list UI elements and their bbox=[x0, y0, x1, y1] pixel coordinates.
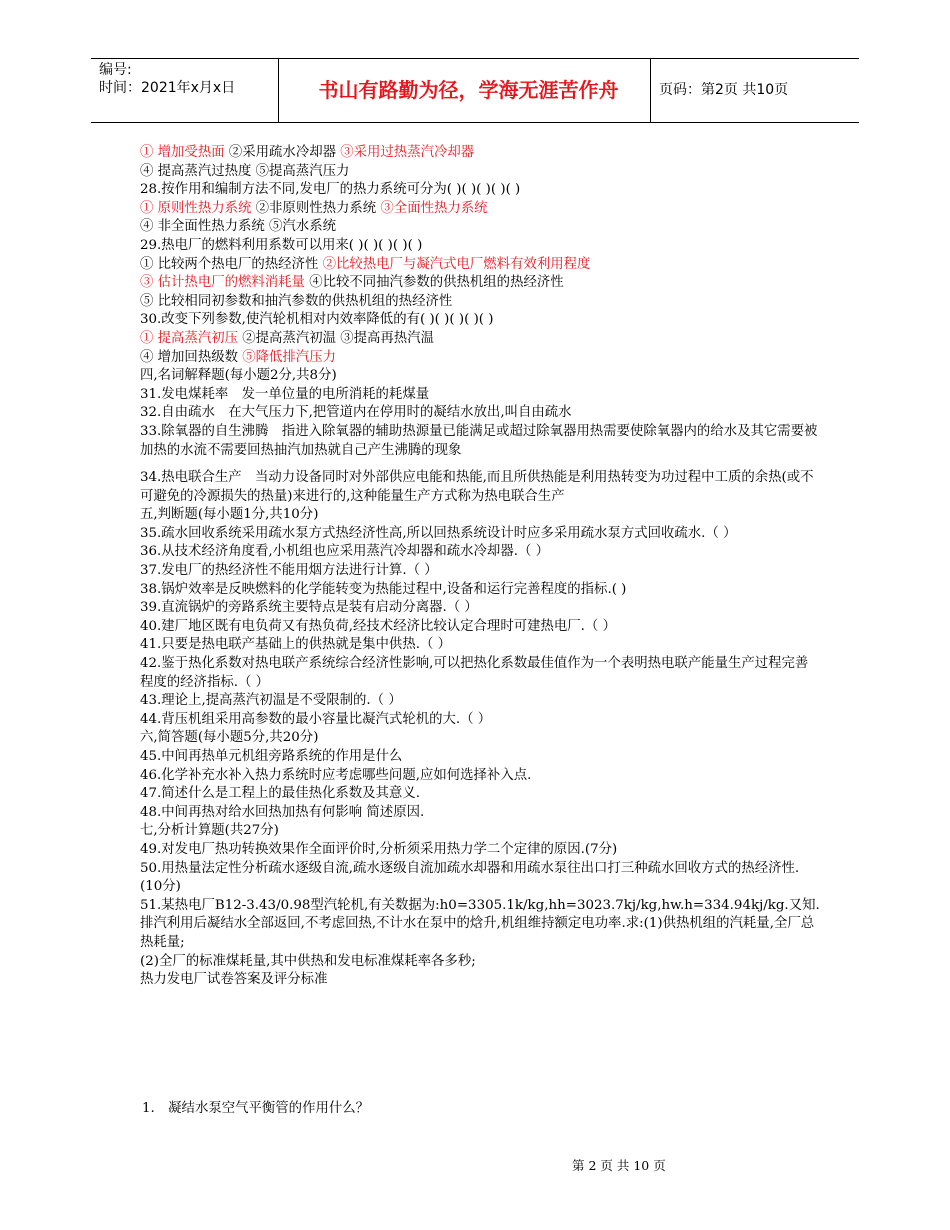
text-segment: 35.疏水回收系统采用疏水泵方式热经济性高,所以回热系统设计时应多采用疏水泵方式回收疏水.（ ） bbox=[140, 525, 737, 541]
text-segment: 30.改变下列参数,使汽轮机相对内效率降低的有( )( )( )( )( ) bbox=[140, 312, 494, 328]
paragraph-gap bbox=[140, 460, 820, 469]
text-line bbox=[140, 469, 820, 506]
text-segment: 六,简答题(每小题5分,共20分) bbox=[140, 730, 319, 746]
text-line bbox=[140, 163, 820, 182]
text-segment: 46.化学补充水补入热力系统时应考虑哪些问题,应如何选择补入点. bbox=[140, 767, 532, 783]
text-segment: ④比较不同抽汽参数的供热机组的热经济性 bbox=[304, 275, 564, 291]
text-segment: 34.热电联合生产 当动力设备同时对外部供应电能和热能,而且所供热能是利用热转变为功过程中工质的余热(或不可避免的冷源损失的热量)来进行的,这种能量生产方式称为热电联合生产 bbox=[140, 470, 814, 504]
answer-highlight: ③ 估计热电厂的燃料消耗量 bbox=[140, 275, 305, 291]
text-line bbox=[140, 237, 820, 256]
text-line bbox=[140, 953, 820, 972]
text-segment: ②提高蒸汽初温 ③提高再热汽温 bbox=[238, 330, 434, 346]
text-segment: 44.背压机组采用高参数的最小容量比凝汽式轮机的大.（ ） bbox=[140, 711, 492, 727]
text-segment: ②非原则性热力系统 bbox=[251, 200, 381, 216]
text-line bbox=[140, 841, 820, 860]
text-line bbox=[140, 748, 820, 767]
text-line bbox=[140, 386, 820, 405]
text-segment: 39.直流锅炉的旁路系统主要特点是装有启动分离器.（ ） bbox=[140, 600, 478, 616]
text-segment: 33.除氧器的自生沸腾 指进入除氧器的辅助热源量已能满足或超过除氧器用热需要使除氧器内的给水及其它需要被加热的水流不需要回热抽汽加热就自己产生沸腾的现象 bbox=[140, 423, 818, 458]
text-segment: 31.发电煤耗率 发一单位量的电所消耗的耗煤量 bbox=[140, 386, 430, 402]
text-segment: 42.鉴于热化系数对热电联产系统综合经济性影响,可以把热化系数最佳值作为一个表明热电联产能量生产过程完善程度的经济指标.（ ） bbox=[140, 656, 809, 690]
text-line bbox=[140, 804, 820, 823]
text-segment: 29.热电厂的燃料利用系数可以用来( )( )( )( )( ) bbox=[140, 237, 423, 253]
text-segment: 28.按作用和编制方法不同,发电厂的热力系统可分为( )( )( )( )( ) bbox=[140, 182, 521, 198]
text-segment: 七,分析计算题(共27分) bbox=[140, 823, 279, 839]
answer-highlight: ③采用过热蒸汽冷却器 bbox=[340, 145, 475, 160]
text-segment: 38.锅炉效率是反映燃料的化学能转变为热能过程中,设备和运行完善程度的指标.( ) bbox=[140, 581, 627, 597]
text-segment: 51.某热电厂B12-3.43/0.98型汽轮机,有关数据为:h0=3305.1k/kg,hh=3023.7kj/kg,hw.h=334.94kj/kg.又知.排汽利用后凝结水全部返回,不考虑回热,不计水在泵中的焓升,机组维持额定电功率.求:(1)供热机组的汽耗量,全厂总热耗量; bbox=[140, 897, 820, 950]
text-line bbox=[140, 256, 820, 275]
page-footer: 第 2 页 共 10 页 bbox=[572, 1158, 666, 1173]
text-line bbox=[140, 293, 820, 312]
text-line bbox=[140, 729, 820, 748]
text-segment: 五,判断题(每小题1分,共10分) bbox=[140, 507, 319, 523]
text-line bbox=[140, 822, 820, 841]
text-line bbox=[140, 543, 820, 562]
text-line bbox=[140, 349, 820, 368]
text-line bbox=[140, 367, 820, 386]
text-segment: 41.只要是热电联产基础上的供热就是集中供热.（ ） bbox=[140, 637, 452, 653]
question-1: 1. 凝结水泵空气平衡管的作用什么？ bbox=[142, 1101, 370, 1116]
page-header bbox=[91, 58, 859, 123]
text-line bbox=[140, 330, 820, 349]
text-segment: 37.发电厂的热经济性不能用烟方法进行计算.（ ） bbox=[140, 563, 438, 579]
text-segment: 40.建厂地区既有电负荷又有热负荷,经技术经济比较认定合理时可建热电厂.（ ） bbox=[140, 618, 616, 634]
answer-highlight: ③全面性热力系统 bbox=[380, 200, 488, 216]
text-segment: ④ 增加回热级数 bbox=[140, 349, 243, 365]
date-label: 时间：2021年x月x日 bbox=[99, 80, 236, 96]
text-line bbox=[140, 218, 820, 237]
text-segment: 49.对发电厂热功转换效果作全面评价时,分析须采用热力学二个定律的原因.(7分) bbox=[140, 841, 618, 857]
text-line bbox=[140, 311, 820, 330]
text-line bbox=[140, 274, 820, 293]
text-line bbox=[140, 692, 820, 711]
text-segment: 四,名词解释题(每小题2分,共8分) bbox=[140, 368, 337, 384]
answer-highlight: ① 提高蒸汽初压 bbox=[140, 330, 238, 346]
text-segment: ④ 非全面性热力系统 ⑤汽水系统 bbox=[140, 219, 336, 235]
text-segment: 热力发电厂试卷答案及评分标准 bbox=[140, 972, 328, 988]
text-line bbox=[140, 581, 820, 600]
text-line bbox=[140, 562, 820, 581]
text-segment: ⑤ 比较相同初参数和抽汽参数的供热机组的热经济性 bbox=[140, 293, 453, 309]
text-line bbox=[140, 506, 820, 525]
answer-highlight: ① 增加受热面 bbox=[140, 145, 225, 160]
text-line bbox=[140, 767, 820, 786]
text-segment: 48.中间再热对给水回热加热有何影响 简述原因. bbox=[140, 804, 425, 820]
text-line bbox=[140, 971, 820, 990]
answer-highlight: ②比较热电厂与凝汽式电厂燃料有效利用程度 bbox=[322, 256, 591, 272]
text-segment: ① 比较两个热电厂的热经济性 bbox=[140, 256, 323, 272]
text-line bbox=[140, 423, 820, 460]
header-meta bbox=[99, 61, 235, 97]
text-line bbox=[140, 785, 820, 804]
text-segment: 32.自由疏水 在大气压力下,把管道内在停用时的凝结水放出,叫自由疏水 bbox=[140, 405, 572, 421]
header-page-code: 页码：第2页 共10页 bbox=[659, 82, 789, 98]
text-segment: (2)全厂的标准煤耗量,其中供热和发电标准煤耗率各多秒; bbox=[140, 953, 476, 969]
text-line bbox=[140, 181, 820, 200]
text-line bbox=[140, 525, 820, 544]
document-body bbox=[140, 144, 820, 990]
text-segment: 43.理论上,提高蒸汽初温是不受限制的.（ ） bbox=[140, 693, 402, 709]
text-segment: 36.从技术经济角度看,小机组也应采用蒸汽冷却器和疏水冷却器.（ ） bbox=[140, 544, 550, 560]
text-segment: ②采用疏水冷却器 bbox=[224, 145, 341, 160]
text-line bbox=[140, 618, 820, 637]
text-line bbox=[140, 860, 820, 897]
header-divider bbox=[650, 59, 651, 122]
text-line bbox=[140, 897, 820, 953]
text-line bbox=[140, 404, 820, 423]
text-segment: 47.简述什么是工程上的最佳热化系数及其意义. bbox=[140, 786, 420, 802]
header-divider bbox=[278, 59, 279, 122]
text-line bbox=[140, 144, 820, 163]
text-line bbox=[140, 711, 820, 730]
text-line bbox=[140, 200, 820, 219]
text-line bbox=[140, 655, 820, 692]
answer-highlight: ① 原则性热力系统 bbox=[140, 200, 252, 216]
text-segment: ④ 提高蒸汽过热度 ⑤提高蒸汽压力 bbox=[140, 163, 350, 179]
header-motto: 书山有路勤为径，学海无涯苦作舟 bbox=[318, 78, 619, 102]
answer-highlight: ⑤降低排汽压力 bbox=[242, 349, 336, 365]
text-line bbox=[140, 636, 820, 655]
text-segment: 45.中间再热单元机组旁路系统的作用是什么 bbox=[140, 749, 403, 764]
serial-number-label: 编号: bbox=[99, 62, 132, 78]
text-line bbox=[140, 599, 820, 618]
text-segment: 50.用热量法定性分析疏水逐级自流,疏水逐级自流加疏水却器和用疏水泵往出口打三种疏水回收方式的热经济性.(10分) bbox=[140, 860, 800, 895]
